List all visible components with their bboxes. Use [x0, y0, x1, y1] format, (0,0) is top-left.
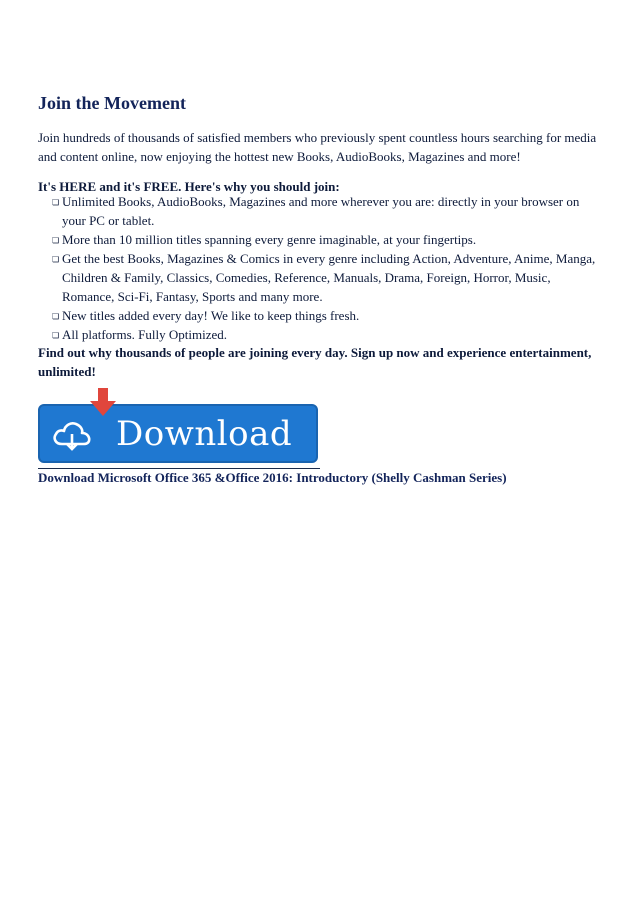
- benefit-item: [38, 306, 604, 325]
- intro-paragraph: Join hundreds of thousands of satisfied members who previously spent countless hours searching for media and content online, now enjoying the hottest new Books, AudioBooks, Magazines and more!: [38, 130, 597, 164]
- download-title-link[interactable]: Download Microsoft Office 365 &Office 2016: Introductory (Shelly Cashman Series): [38, 470, 507, 485]
- benefit-text: All platforms. Fully Optimized.: [62, 327, 228, 342]
- benefit-text: More than 10 million titles spanning every genre imaginable, at your fingertips.: [62, 232, 477, 247]
- benefit-item: [38, 192, 604, 230]
- benefit-item: [38, 325, 604, 344]
- page-heading: Join the Movement: [38, 93, 186, 113]
- benefit-text: Get the best Books, Magazines & Comics in every genre including Action, Adventure, Anime, Manga, Children & Family, Classics, Comedies, Reference, Manuals, Drama, Foreign, Horror, Music, Romance, Sci-Fi, Fantasy, Sports and many more.: [62, 251, 596, 304]
- download-button-label: Download: [116, 414, 293, 454]
- bullet-icon: ❏: [52, 198, 60, 207]
- why-join-heading: It's HERE and it's FREE. Here's why you should join:: [38, 179, 340, 194]
- benefit-text: Unlimited Books, AudioBooks, Magazines and more wherever you are: directly in your browser on your PC or tablet.: [62, 194, 580, 228]
- bullet-icon: ❏: [52, 331, 60, 340]
- bullet-icon: ❏: [52, 236, 60, 245]
- bullet-icon: ❏: [52, 255, 60, 264]
- bullet-icon: ❏: [52, 312, 60, 321]
- download-banner[interactable]: [38, 388, 320, 468]
- cloud-download-icon: [52, 418, 92, 452]
- benefit-item: [38, 230, 604, 249]
- download-divider: [38, 468, 320, 469]
- benefits-list: [38, 192, 604, 344]
- arrow-down-icon: [88, 388, 118, 418]
- benefit-item: [38, 249, 604, 306]
- benefit-text: New titles added every day! We like to keep things fresh.: [62, 308, 360, 323]
- call-to-action: Find out why thousands of people are joining every day. Sign up now and experience entertainment, unlimited!: [38, 345, 592, 379]
- download-button[interactable]: [38, 404, 318, 463]
